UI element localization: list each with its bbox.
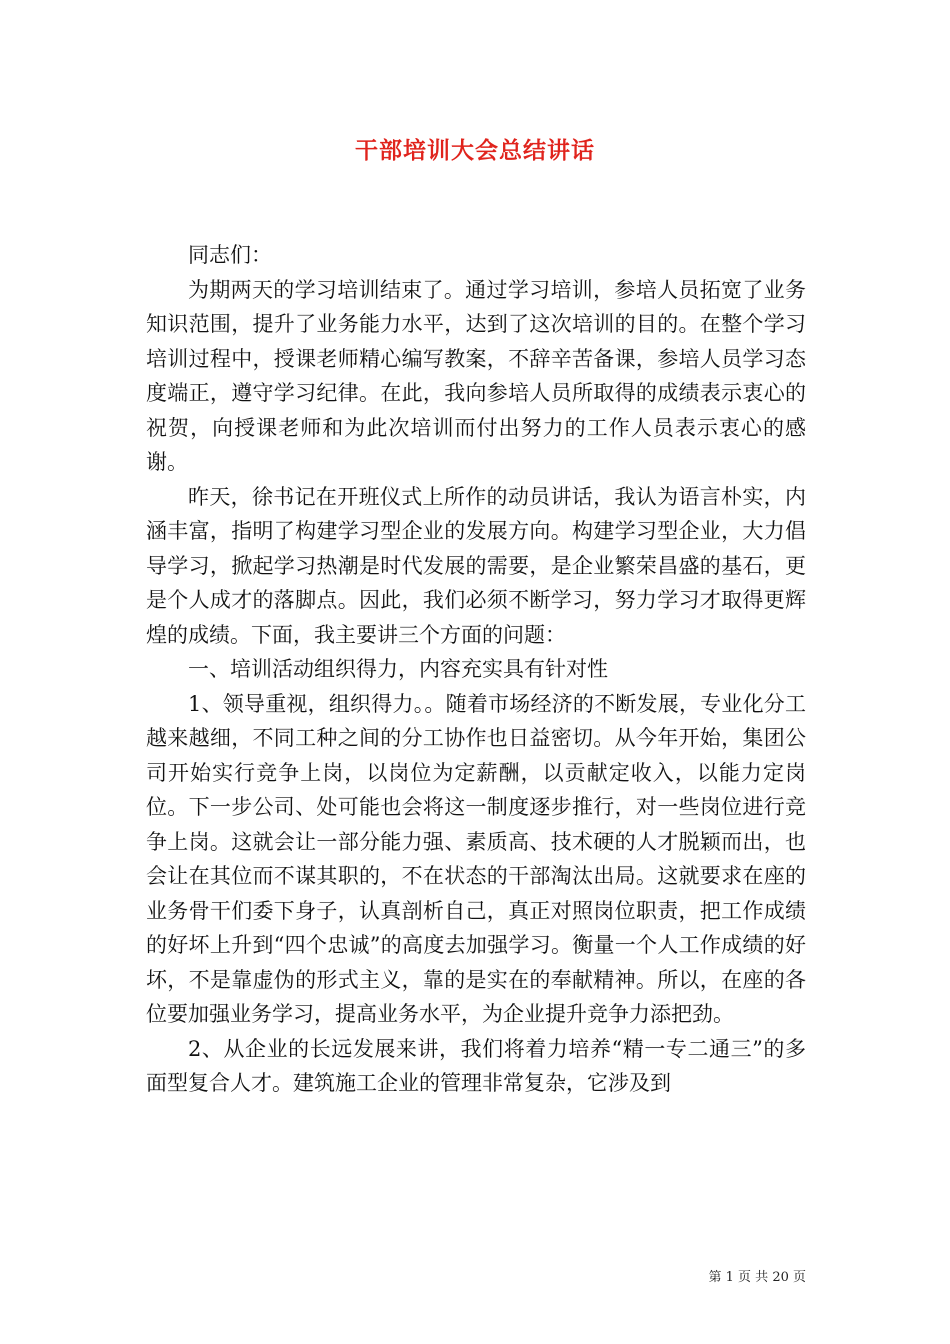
paragraph-2: 昨天，徐书记在开班仪式上所作的动员讲话，我认为语言朴实，内涵丰富，指明了构建学习型企业的发展方向。构建学习型企业，大力倡导学习，掀起学习热潮是时代发展的需要，是企业繁荣昌盛的基石，更是个人成才的落脚点。因此，我们必须不断学习，努力学习才取得更辉煌的成绩。下面，我主要讲三个方面的问题： — [146, 484, 806, 647]
document-body — [146, 238, 806, 1101]
paragraph-1: 为期两天的学习培训结束了。通过学习培训，参培人员拓宽了业务知识范围，提升了业务能力水平，达到了这次培训的目的。在整个学习培训过程中，授课老师精心编写教案，不辞辛苦备课，参培人员学习态度端正，遵守学习纪律。在此，我向参培人员所取得的成绩表示衷心的祝贺，向授课老师和为此次培训而付出努力的工作人员表示衷心的感谢。 — [146, 277, 806, 474]
salutation: 同志们： — [188, 243, 272, 267]
paragraph-3: 1、领导重视，组织得力。。随着市场经济的不断发展，专业化分工越来越细，不同工种之间的分工协作也日益密切。从今年开始，集团公司开始实行竞争上岗，以岗位为定薪酬，以贡献定收入，以能力定岗位。下一步公司、处可能也会将这一制度逐步推行，对一些岗位进行竞争上岗。这就会让一部分能力强、素质高、技术硬的人才脱颖而出，也会让在其位而不谋其职的，不在状态的干部淘汰出局。这就要求在座的业务骨干们委下身子，认真剖析自己，真正对照岗位职责，把工作成绩的好坏上升到“四个忠诚”的高度去加强学习。衡量一个人工作成绩的好坏，不是靠虚伪的形式主义，靠的是实在的奉献精神。所以，在座的各位要加强业务学习，提高业务水平，为企业提升竞争力添把劲。 — [146, 691, 806, 1026]
page-number: 第 1 页 共 20 页 — [708, 1270, 806, 1285]
section-heading-1: 一、培训活动组织得力，内容充实具有针对性 — [188, 657, 608, 681]
paragraph-4: 2、从企业的长远发展来讲，我们将着力培养“精一专二通三”的多面型复合人才。建筑施工企业的管理非常复杂，它涉及到 — [146, 1036, 806, 1095]
document-title: 干部培训大会总结讲话 — [355, 137, 595, 164]
